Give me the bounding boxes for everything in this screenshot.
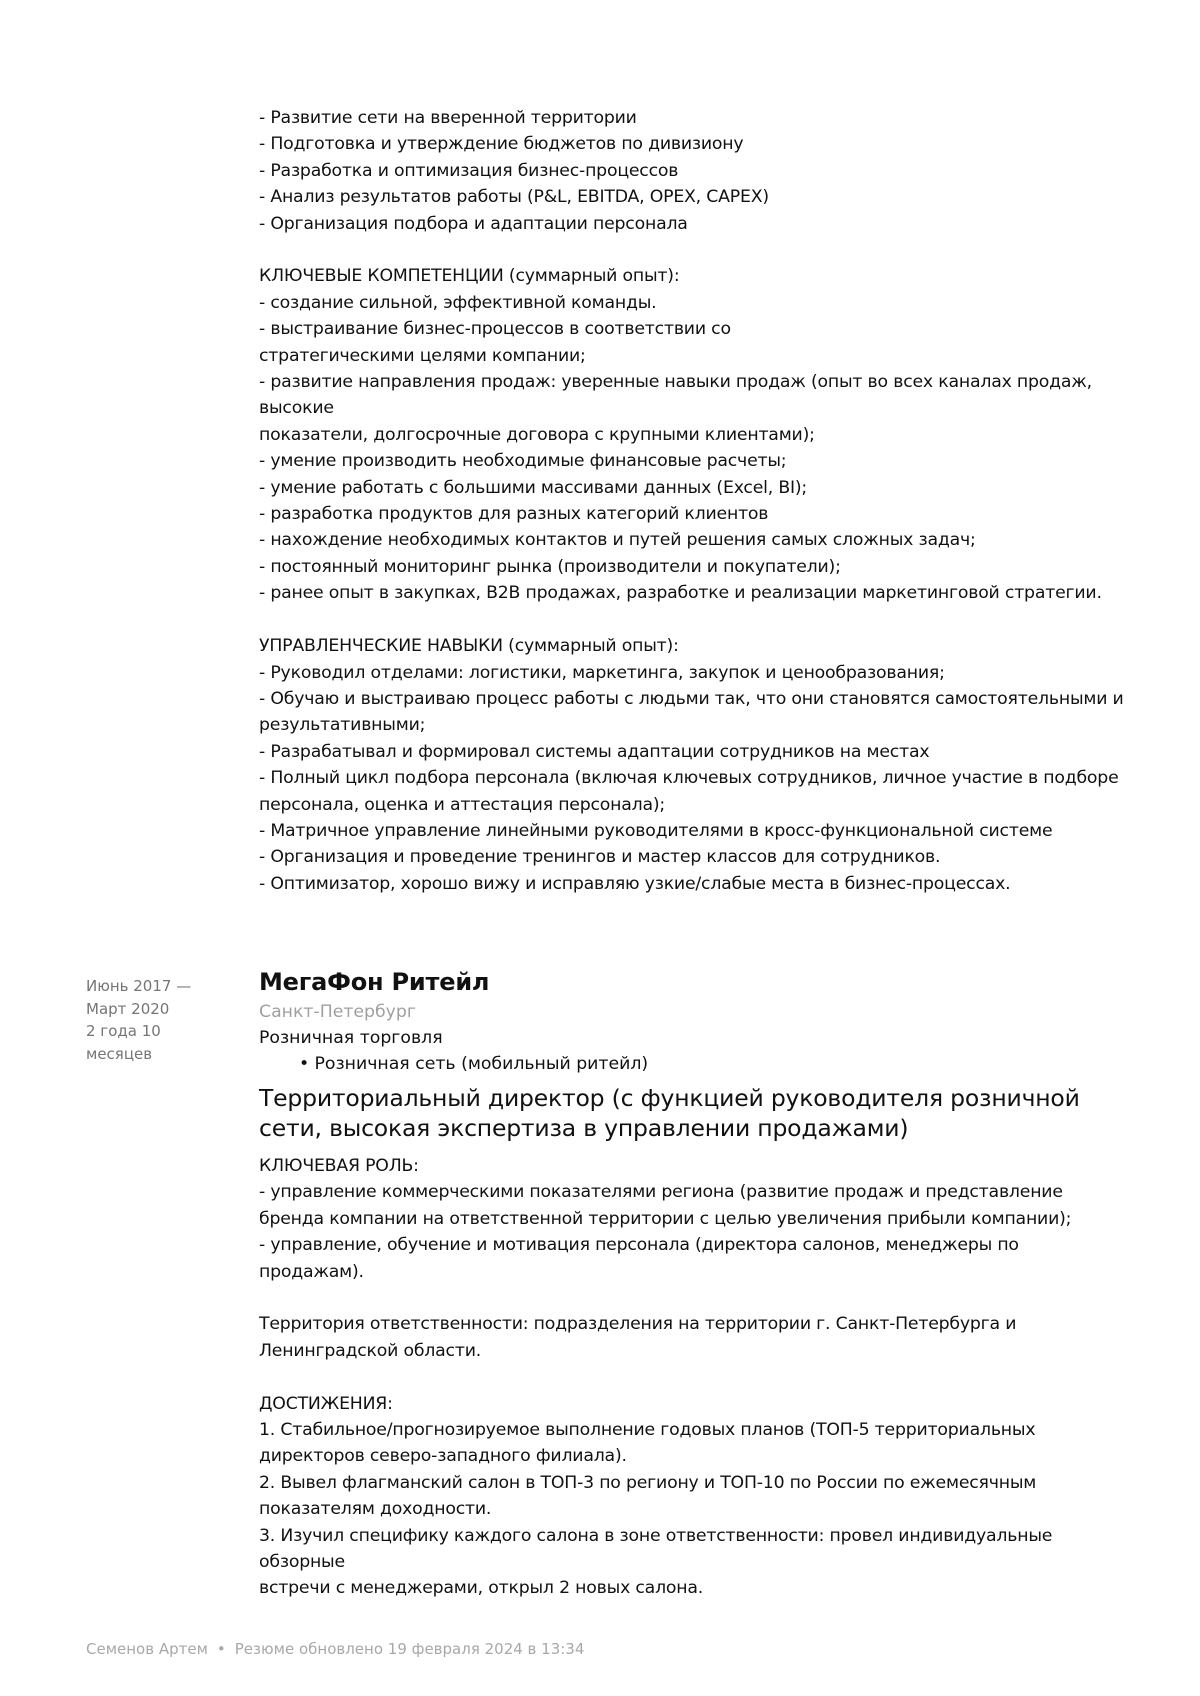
industry-sub-label: Розничная сеть (мобильный ритейл) [314, 1054, 649, 1074]
text-line: 2. Вывел флагманский салон в ТОП-3 по региону и ТОП-10 по России по ежемесячным [259, 1472, 1037, 1493]
text-line: - постоянный мониторинг рынка (производители и покупатели); [259, 556, 841, 577]
text-line: Территория ответственности: подразделения на территории г. Санкт-Петербурга и [259, 1314, 1017, 1335]
text-line: ДОСТИЖЕНИЯ: [259, 1393, 393, 1414]
job-entry [259, 965, 1159, 1602]
text-line: стратегическими целями компании; [259, 345, 586, 366]
top-lines [259, 105, 1149, 897]
text-line: УПРАВЛЕНЧЕСКИЕ НАВЫКИ (суммарный опыт): [259, 636, 679, 657]
text-line: - управление, обучение и мотивация персонала (директора салонов, менеджеры по [259, 1235, 1019, 1256]
text-line: - нахождение необходимых контактов и путей решения самых сложных задач; [259, 530, 976, 551]
text-line: результативными; [259, 715, 426, 736]
blank-line [259, 237, 1149, 263]
job-position-line: сети, высокая экспертиза в управлении продажами) [259, 1113, 909, 1142]
text-line: - Обучаю и выстраиваю процесс работы с людьми так, что они становятся самостоятельными и [259, 688, 1124, 709]
text-line: - Полный цикл подбора персонала (включая ключевых сотрудников, личное участие в подборе [259, 768, 1119, 789]
text-line: - Организация подбора и адаптации персонала [259, 213, 688, 234]
blank-line [259, 1364, 1159, 1390]
text-line: - управление коммерческими показателями региона (развитие продаж и представление [259, 1182, 1063, 1203]
text-line: - создание сильной, эффективной команды. [259, 292, 657, 313]
footer-updated: Резюме обновлено 19 февраля 2024 в 13:34 [234, 1640, 585, 1658]
job-dates [86, 975, 226, 1065]
text-line: КЛЮЧЕВЫЕ КОМПЕТЕНЦИИ (суммарный опыт): [259, 266, 680, 287]
company-industry-sub [259, 1051, 1159, 1077]
text-line: - Разрабатывал и формировал системы адаптации сотрудников на местах [259, 741, 930, 762]
company-industry: Розничная торговля [259, 1028, 443, 1048]
blank-line [259, 607, 1149, 633]
blank-line [259, 1285, 1159, 1311]
text-line: - умение работать с большими массивами данных (Excel, BI); [259, 477, 808, 498]
text-line: 3. Изучил специфику каждого салона в зоне ответственности: провел индивидуальные [259, 1525, 1053, 1546]
job-position-line: Территориальный директор (с функцией руководителя розничной [259, 1084, 1080, 1112]
bullet-icon: • [299, 1054, 310, 1074]
text-line: - Развитие сети на вверенной территории [259, 108, 637, 128]
company-name: МегаФон Ритейл [259, 968, 490, 996]
text-line: 1. Стабильное/прогнозируемое выполнение годовых планов (ТОП-5 территориальных [259, 1420, 1036, 1441]
text-line: - Оптимизатор, хорошо вижу и исправляю узкие/слабые места в бизнес-процессах. [259, 873, 1011, 894]
text-line: продажам). [259, 1261, 364, 1282]
job-duration-unit: месяцев [86, 1044, 153, 1063]
page-footer [86, 1639, 584, 1659]
footer-separator: • [216, 1640, 226, 1658]
text-line: персонала, оценка и аттестация персонала); [259, 794, 666, 815]
text-line: - разработка продуктов для разных категорий клиентов [259, 504, 769, 525]
job-duration: 2 года 10 [86, 1022, 161, 1040]
experience-description-top [259, 105, 1149, 897]
text-line: - выстраивание бизнес-процессов в соответствии со [259, 319, 731, 340]
text-line: - Анализ результатов работы (P&L, EBITDA, OPEX, CAPEX) [259, 187, 769, 208]
text-line: - умение производить необходимые финансовые расчеты; [259, 451, 787, 472]
company-city: Санкт-Петербург [259, 1002, 416, 1022]
text-line: Ленинградской области. [259, 1340, 482, 1361]
text-line: - ранее опыт в закупках, B2B продажах, разработке и реализации маркетинговой стратегии. [259, 583, 1102, 604]
text-line: - Разработка и оптимизация бизнес-процессов [259, 160, 679, 181]
text-line: бренда компании на ответственной территории с целью увеличения прибыли компании); [259, 1208, 1072, 1229]
job-position-title [259, 1084, 1159, 1143]
footer-name: Семенов Артем [86, 1640, 208, 1658]
text-line: - Матричное управление линейными руководителями в кросс-функциональной системе [259, 820, 1053, 841]
job-description [259, 1153, 1159, 1602]
text-line: обзорные [259, 1552, 345, 1573]
text-line: - Подготовка и утверждение бюджетов по дивизиону [259, 134, 744, 155]
job-date-start: Июнь 2017 — [86, 977, 192, 995]
text-line: директоров северо-западного филиала). [259, 1446, 627, 1467]
text-line: встречи с менеджерами, открыл 2 новых салона. [259, 1578, 704, 1599]
text-line: - Руководил отделами: логистики, маркетинга, закупок и ценообразования; [259, 662, 945, 683]
text-line: высокие [259, 398, 334, 419]
text-line: - развитие направления продаж: уверенные навыки продаж (опыт во всех каналах продаж, [259, 372, 1092, 393]
text-line: - Организация и проведение тренингов и мастер классов для сотрудников. [259, 847, 941, 868]
text-line: КЛЮЧЕВАЯ РОЛЬ: [259, 1156, 419, 1176]
text-line: показателям доходности. [259, 1499, 492, 1520]
job-date-end: Март 2020 [86, 999, 170, 1018]
text-line: показатели, долгосрочные договора с крупными клиентами); [259, 424, 815, 445]
